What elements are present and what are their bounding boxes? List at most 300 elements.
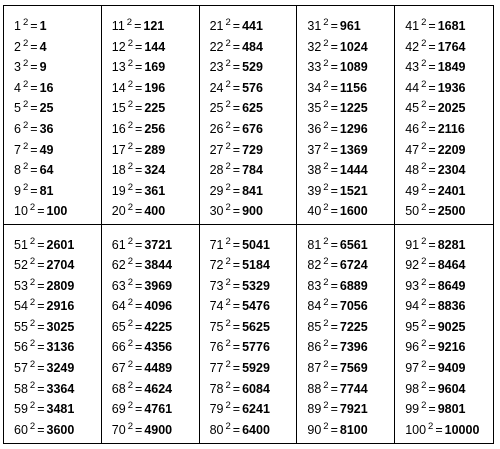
base-number: 92 <box>405 258 420 273</box>
square-result: 8836 <box>437 299 466 314</box>
exponent: 2 <box>29 359 36 371</box>
square-entry <box>307 54 394 75</box>
square-result: 484 <box>242 39 263 54</box>
square-result: 3136 <box>46 340 75 355</box>
equals-sign: = <box>37 361 45 376</box>
base-number: 48 <box>405 163 420 178</box>
square-result: 3249 <box>46 361 75 376</box>
square-entry <box>14 54 101 75</box>
exponent: 2 <box>421 400 427 412</box>
exponent: 2 <box>127 99 133 111</box>
exponent: 2 <box>323 140 329 152</box>
base-number: 53 <box>14 278 28 293</box>
square-result: 2809 <box>46 278 75 293</box>
base-number: 43 <box>405 60 420 75</box>
square-entry <box>210 75 297 96</box>
exponent: 2 <box>127 400 133 412</box>
equals-sign: = <box>330 80 338 95</box>
base-number: 17 <box>111 142 126 157</box>
equals-sign: = <box>135 319 143 334</box>
square-result: 6724 <box>339 258 368 273</box>
exponent: 2 <box>225 181 231 193</box>
square-entry <box>14 116 101 137</box>
base-number: 22 <box>209 39 224 54</box>
exponent: 2 <box>323 119 329 131</box>
square-entry <box>405 157 493 178</box>
base-number: 57 <box>14 361 28 376</box>
equals-sign: = <box>428 299 436 314</box>
square-result: 2500 <box>437 204 466 219</box>
square-entry <box>112 75 199 96</box>
square-result: 324 <box>144 163 166 178</box>
exponent: 2 <box>225 161 231 173</box>
square-entry <box>112 334 199 355</box>
square-result: 5776 <box>242 340 270 355</box>
equals-sign: = <box>330 142 338 157</box>
base-number: 58 <box>14 381 28 396</box>
square-result: 1296 <box>339 121 368 136</box>
square-result: 25 <box>39 101 54 116</box>
exponent: 2 <box>225 78 231 90</box>
square-entry <box>210 54 297 75</box>
equals-sign: = <box>428 319 436 334</box>
exponent: 2 <box>29 235 36 247</box>
base-number: 37 <box>307 142 322 157</box>
square-result: 4900 <box>144 422 173 437</box>
base-number: 88 <box>307 381 322 396</box>
exponent: 2 <box>421 58 427 70</box>
square-result: 1444 <box>339 163 368 178</box>
base-number: 91 <box>405 237 420 252</box>
square-result: 6889 <box>339 278 368 293</box>
exponent: 2 <box>127 140 133 152</box>
base-number: 34 <box>307 80 322 95</box>
square-result: 225 <box>144 101 166 116</box>
square-entry <box>307 314 394 335</box>
exponent: 2 <box>323 276 329 288</box>
square-entry <box>307 376 394 397</box>
square-result: 2025 <box>437 101 466 116</box>
base-number: 40 <box>307 204 322 219</box>
square-result: 1764 <box>437 39 466 54</box>
exponent: 2 <box>127 276 133 288</box>
square-result: 3481 <box>46 402 75 417</box>
square-entry <box>14 314 101 335</box>
base-number: 27 <box>209 142 224 157</box>
base-number: 100 <box>405 422 427 437</box>
equals-sign: = <box>330 361 338 376</box>
base-number: 67 <box>111 361 126 376</box>
exponent: 2 <box>225 276 231 288</box>
square-result: 1849 <box>437 60 466 75</box>
base-number: 83 <box>307 278 322 293</box>
exponent: 2 <box>22 140 29 152</box>
exponent: 2 <box>29 202 36 214</box>
base-number: 54 <box>14 299 28 314</box>
exponent: 2 <box>22 37 29 49</box>
square-entry <box>307 116 394 137</box>
table-cell <box>395 6 493 225</box>
equals-sign: = <box>428 60 436 75</box>
base-number: 28 <box>209 163 224 178</box>
square-entry <box>112 34 199 55</box>
equals-sign: = <box>428 340 436 355</box>
base-number: 96 <box>405 340 420 355</box>
exponent: 2 <box>421 297 427 309</box>
table-cell <box>102 225 200 444</box>
square-entry <box>112 417 199 438</box>
exponent: 2 <box>323 202 329 214</box>
square-result: 144 <box>144 39 166 54</box>
exponent: 2 <box>323 37 329 49</box>
base-number: 8 <box>14 163 21 178</box>
base-number: 61 <box>111 237 126 252</box>
exponent: 2 <box>29 338 36 350</box>
exponent: 2 <box>323 78 329 90</box>
base-number: 4 <box>14 80 21 95</box>
square-result: 7921 <box>339 402 368 417</box>
base-number: 84 <box>307 299 322 314</box>
equals-sign: = <box>232 402 241 417</box>
base-number: 16 <box>111 121 126 136</box>
square-entry <box>405 396 493 417</box>
base-number: 80 <box>209 422 224 437</box>
square-entry <box>307 75 394 96</box>
base-number: 25 <box>209 101 224 116</box>
equals-sign: = <box>428 19 436 33</box>
equals-sign: = <box>330 101 338 116</box>
base-number: 90 <box>307 422 322 437</box>
exponent: 2 <box>323 17 329 28</box>
base-number: 35 <box>307 101 322 116</box>
square-entry <box>307 232 394 253</box>
exponent: 2 <box>126 17 133 28</box>
square-entry <box>112 273 199 294</box>
square-entry <box>112 314 199 335</box>
exponent: 2 <box>22 58 29 70</box>
square-entry <box>405 54 493 75</box>
equals-sign: = <box>37 258 45 273</box>
exponent: 2 <box>421 317 427 329</box>
base-number: 98 <box>405 381 420 396</box>
exponent: 2 <box>225 235 231 247</box>
base-number: 39 <box>307 183 322 198</box>
square-result: 49 <box>39 142 54 157</box>
squares-table <box>3 5 494 444</box>
square-result: 6400 <box>242 422 270 437</box>
exponent: 2 <box>225 119 231 131</box>
exponent: 2 <box>421 181 427 193</box>
exponent: 2 <box>127 58 133 70</box>
exponent: 2 <box>421 119 427 131</box>
base-number: 11 <box>111 19 125 33</box>
square-result: 3600 <box>46 422 75 437</box>
square-result: 2304 <box>437 163 466 178</box>
equals-sign: = <box>428 101 436 116</box>
equals-sign: = <box>232 422 241 437</box>
equals-sign: = <box>232 101 241 116</box>
base-number: 46 <box>405 121 420 136</box>
square-result: 5184 <box>242 258 270 273</box>
base-number: 86 <box>307 340 322 355</box>
exponent: 2 <box>421 17 427 28</box>
square-result: 841 <box>242 183 263 198</box>
square-result: 2209 <box>437 142 466 157</box>
square-result: 169 <box>144 60 166 75</box>
base-number: 23 <box>209 60 224 75</box>
base-number: 59 <box>14 402 28 417</box>
equals-sign: = <box>135 80 143 95</box>
equals-sign: = <box>135 39 143 54</box>
base-number: 77 <box>209 361 224 376</box>
base-number: 44 <box>405 80 420 95</box>
equals-sign: = <box>135 278 143 293</box>
square-result: 2401 <box>437 183 466 198</box>
square-result: 9025 <box>437 319 466 334</box>
exponent: 2 <box>225 400 231 412</box>
square-result: 64 <box>39 163 54 178</box>
equals-sign: = <box>232 80 241 95</box>
exponent: 2 <box>225 37 231 49</box>
square-entry <box>210 334 297 355</box>
exponent: 2 <box>421 99 427 111</box>
exponent: 2 <box>22 161 29 173</box>
square-entry <box>14 198 101 219</box>
square-entry <box>307 396 394 417</box>
square-result: 729 <box>242 142 263 157</box>
square-entry <box>307 137 394 158</box>
equals-sign: = <box>330 204 338 219</box>
base-number: 95 <box>405 319 420 334</box>
square-entry <box>307 95 394 116</box>
equals-sign: = <box>428 258 436 273</box>
square-entry <box>210 355 297 376</box>
base-number: 31 <box>307 19 322 33</box>
equals-sign: = <box>37 278 45 293</box>
exponent: 2 <box>127 235 133 247</box>
square-result: 9604 <box>437 381 466 396</box>
exponent: 2 <box>127 317 133 329</box>
equals-sign: = <box>428 80 436 95</box>
equals-sign: = <box>330 422 338 437</box>
square-result: 1089 <box>339 60 368 75</box>
equals-sign: = <box>428 163 436 178</box>
exponent: 2 <box>225 17 231 28</box>
base-number: 65 <box>111 319 126 334</box>
square-entry <box>112 198 199 219</box>
square-entry <box>112 95 199 116</box>
exponent: 2 <box>421 338 427 350</box>
equals-sign: = <box>330 278 338 293</box>
square-entry <box>307 34 394 55</box>
square-result: 8100 <box>339 422 368 437</box>
equals-sign: = <box>232 361 241 376</box>
equals-sign: = <box>232 319 241 334</box>
square-entry <box>405 355 493 376</box>
exponent: 2 <box>127 202 133 214</box>
square-result: 196 <box>144 80 166 95</box>
equals-sign: = <box>330 299 338 314</box>
exponent: 2 <box>421 202 427 214</box>
square-result: 5625 <box>242 319 270 334</box>
square-result: 7396 <box>339 340 368 355</box>
exponent: 2 <box>421 161 427 173</box>
square-entry <box>112 157 199 178</box>
exponent: 2 <box>323 161 329 173</box>
table-cell <box>4 6 102 225</box>
equals-sign: = <box>30 19 38 33</box>
base-number: 78 <box>209 381 224 396</box>
square-result: 4225 <box>144 319 173 334</box>
exponent: 2 <box>323 181 329 193</box>
exponent: 2 <box>323 58 329 70</box>
square-entry <box>405 252 493 273</box>
exponent: 2 <box>29 276 36 288</box>
equals-sign: = <box>30 101 38 116</box>
square-entry <box>307 273 394 294</box>
base-number: 5 <box>14 101 21 116</box>
exponent: 2 <box>29 297 36 309</box>
square-entry <box>210 273 297 294</box>
base-number: 32 <box>307 39 322 54</box>
base-number: 68 <box>111 381 126 396</box>
equals-sign: = <box>135 183 143 198</box>
equals-sign: = <box>30 142 38 157</box>
square-entry <box>210 157 297 178</box>
equals-sign: = <box>232 39 241 54</box>
equals-sign: = <box>330 39 338 54</box>
equals-sign: = <box>135 340 143 355</box>
square-result: 2916 <box>46 299 75 314</box>
exponent: 2 <box>127 338 133 350</box>
base-number: 60 <box>14 422 28 437</box>
square-entry <box>405 273 493 294</box>
square-result: 1600 <box>339 204 368 219</box>
equals-sign: = <box>428 142 436 157</box>
square-entry <box>210 232 297 253</box>
base-number: 52 <box>14 258 28 273</box>
base-number: 56 <box>14 340 28 355</box>
exponent: 2 <box>323 359 329 371</box>
square-result: 10000 <box>444 422 480 437</box>
equals-sign: = <box>232 163 241 178</box>
equals-sign: = <box>330 60 338 75</box>
exponent: 2 <box>225 202 231 214</box>
equals-sign: = <box>330 340 338 355</box>
square-entry <box>405 75 493 96</box>
square-result: 529 <box>242 60 263 75</box>
equals-sign: = <box>330 319 338 334</box>
base-number: 99 <box>405 402 420 417</box>
square-entry <box>210 293 297 314</box>
equals-sign: = <box>135 60 143 75</box>
base-number: 18 <box>111 163 126 178</box>
square-result: 121 <box>143 19 165 33</box>
square-entry <box>112 252 199 273</box>
square-entry <box>307 355 394 376</box>
table-cell <box>102 6 200 225</box>
square-result: 6241 <box>242 402 270 417</box>
base-number: 3 <box>14 60 21 75</box>
base-number: 75 <box>209 319 224 334</box>
equals-sign: = <box>428 237 436 252</box>
square-entry <box>14 252 101 273</box>
square-entry <box>210 13 297 34</box>
exponent: 2 <box>127 78 133 90</box>
exponent: 2 <box>428 420 434 432</box>
square-result: 6084 <box>242 381 270 396</box>
square-entry <box>112 116 199 137</box>
base-number: 87 <box>307 361 322 376</box>
square-entry <box>14 34 101 55</box>
exponent: 2 <box>225 297 231 309</box>
base-number: 73 <box>209 278 224 293</box>
square-result: 289 <box>144 142 166 157</box>
square-entry <box>14 95 101 116</box>
exponent: 2 <box>22 119 29 131</box>
exponent: 2 <box>127 161 133 173</box>
square-entry <box>210 95 297 116</box>
square-entry <box>405 95 493 116</box>
square-entry <box>14 137 101 158</box>
square-entry <box>307 252 394 273</box>
square-entry <box>405 34 493 55</box>
base-number: 9 <box>14 183 21 198</box>
square-entry <box>210 417 297 438</box>
base-number: 74 <box>209 299 224 314</box>
base-number: 49 <box>405 183 420 198</box>
square-result: 576 <box>242 80 263 95</box>
equals-sign: = <box>37 422 45 437</box>
equals-sign: = <box>330 183 338 198</box>
base-number: 47 <box>405 142 420 157</box>
square-entry <box>405 314 493 335</box>
exponent: 2 <box>225 58 231 70</box>
equals-sign: = <box>135 163 143 178</box>
square-result: 900 <box>242 204 263 219</box>
equals-sign: = <box>135 422 143 437</box>
square-result: 9216 <box>437 340 466 355</box>
square-result: 400 <box>144 204 166 219</box>
square-result: 361 <box>144 183 166 198</box>
exponent: 2 <box>421 276 427 288</box>
equals-sign: = <box>232 340 241 355</box>
equals-sign: = <box>232 121 241 136</box>
equals-sign: = <box>135 204 143 219</box>
square-result: 1156 <box>339 80 368 95</box>
square-entry <box>14 157 101 178</box>
equals-sign: = <box>330 163 338 178</box>
base-number: 50 <box>405 204 420 219</box>
square-result: 100 <box>46 204 68 219</box>
base-number: 70 <box>111 422 126 437</box>
square-result: 1369 <box>339 142 368 157</box>
square-result: 3364 <box>46 381 75 396</box>
equals-sign: = <box>30 163 38 178</box>
base-number: 79 <box>209 402 224 417</box>
base-number: 6 <box>14 121 21 136</box>
equals-sign: = <box>232 299 241 314</box>
equals-sign: = <box>428 402 436 417</box>
square-result: 961 <box>339 19 361 33</box>
exponent: 2 <box>22 78 29 90</box>
square-entry <box>14 417 101 438</box>
square-entry <box>14 396 101 417</box>
square-result: 676 <box>242 121 263 136</box>
exponent: 2 <box>323 297 329 309</box>
base-number: 76 <box>209 340 224 355</box>
exponent: 2 <box>421 359 427 371</box>
